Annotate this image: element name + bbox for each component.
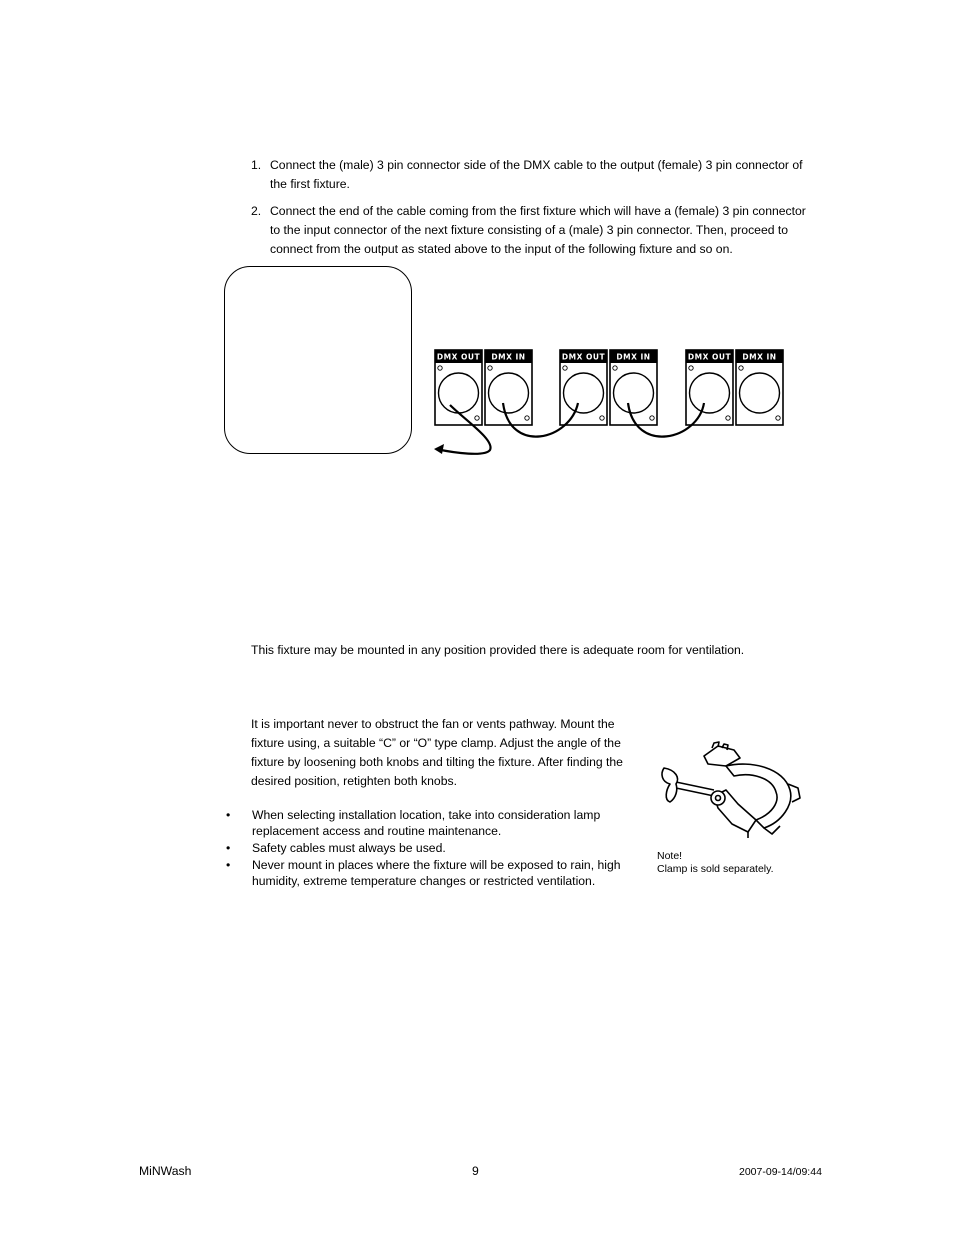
instruction-1-text: Connect the (male) 3 pin connector side of the DMX cable to the output (female) 3 pin connector of the first fixture. — [270, 158, 803, 191]
instruction-1-number: 1. — [251, 158, 262, 172]
dmx-connector-panel — [736, 350, 783, 425]
dmx-panel-label: DMX OUT — [561, 352, 606, 362]
clamp-illustration — [656, 738, 806, 838]
instruction-2-text: Connect the end of the cable coming from the first fixture which will have a (female) 3 pin connector to the input connector of the next fixture consisting of a (male) 3 pin connector. Then, proceed to connect from the output as stated above to the input of the following fixture and so on. — [270, 204, 806, 256]
dmx-connector-panel — [686, 350, 733, 425]
dmx-panel-label: DMX IN — [491, 352, 526, 362]
arrow-head — [434, 444, 444, 454]
dmx-panel-label: DMX IN — [742, 352, 777, 362]
dmx-panel-label: DMX OUT — [436, 352, 481, 362]
bullet-symbol: • — [226, 841, 231, 855]
clamp-note — [657, 850, 817, 875]
dmx-connector-panel — [610, 350, 657, 425]
bullet-text: When selecting installation location, take into consideration lamp replacement access and routine maintenance. — [252, 808, 601, 838]
note-title: Note! — [657, 850, 683, 862]
instruction-2-number: 2. — [251, 204, 262, 218]
dmx-chain-diagram — [430, 345, 795, 465]
mounting-intro: This fixture may be mounted in any position provided there is adequate room for ventilation. — [251, 643, 745, 657]
footer-product: MiNWash — [139, 1164, 192, 1178]
mounting-paragraph: It is important never to obstruct the fan or vents pathway. Mount the fixture using, a suitable “C” or “O” type clamp. Adjust the angle of the fixture by loosening both knobs and tilting the fixture. After finding the desired position, retighten both knobs. — [251, 717, 623, 788]
footer-page-number: 9 — [472, 1164, 479, 1178]
bullet-symbol: • — [226, 808, 231, 822]
bullet-text: Safety cables must always be used. — [252, 841, 446, 855]
dmx-panel-label: DMX IN — [616, 352, 651, 362]
bullet-text: Never mount in places where the fixture will be exposed to rain, high humidity, extreme temperature changes or restricted ventilation. — [252, 858, 621, 888]
footer-timestamp: 2007-09-14/09:44 — [739, 1166, 822, 1178]
bullet-symbol: • — [226, 858, 231, 872]
note-text: Clamp is sold separately. — [657, 862, 774, 875]
dmx-connector-panel — [485, 350, 532, 425]
blank-box — [224, 266, 412, 454]
dmx-panel-label: DMX OUT — [687, 352, 732, 362]
dmx-connector-panel — [560, 350, 607, 425]
